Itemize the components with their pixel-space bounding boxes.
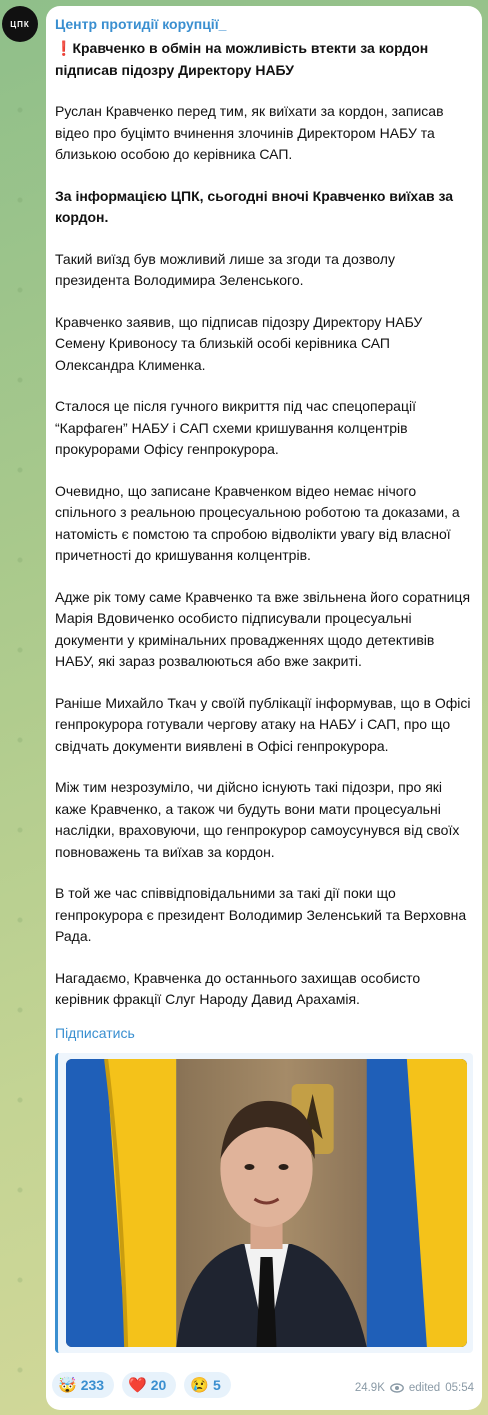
message-meta <box>355 1382 474 1394</box>
reaction-count: 233 <box>80 1377 105 1393</box>
paragraph: Нагадаємо, Кравченка до останнього захищав особисто керівник фракції Слуг Народу Давид Арахамія. <box>55 969 421 1007</box>
paragraph: За інформацією ЦПК, сьогодні вночі Кравченко виїхав за кордон. <box>55 187 454 225</box>
crying-face-icon: 😢 <box>190 1377 209 1394</box>
exclamation-icon: ❗ <box>55 40 73 56</box>
thumbnail-illustration <box>66 1059 467 1347</box>
exploding-head-icon: 🤯 <box>58 1377 77 1394</box>
edited-label: edited <box>408 1382 441 1394</box>
avatar-text: ЦПК <box>10 19 30 29</box>
video-preview-block[interactable] <box>55 1053 473 1353</box>
reaction-crying-face[interactable] <box>184 1372 230 1398</box>
paragraph: Такий виїзд був можливий лише за згоди та дозволу президента Володимира Зеленського. <box>55 250 395 288</box>
heart-icon: ❤️ <box>128 1377 147 1394</box>
headline-paragraph <box>55 38 473 81</box>
message-bubble <box>46 6 482 1410</box>
reactions-bar <box>52 1372 231 1398</box>
paragraph: Раніше Михайло Ткач у своїй публікації інформував, що в Офісі генпрокурора готували чергову атаку на НАБУ і САП, про що свідчать документи виявлені в Офісі генпрокурора. <box>55 694 471 754</box>
paragraph: Сталося це після гучного викриття під час спецоперації “Карфаген” НАБУ і САП схеми кришування колцентрів прокурорами Офісу генпрокурора. <box>55 398 416 457</box>
paragraph: Між тим незрозуміло, чи дійсно існують такі підозри, про які каже Кравченко, а також чи будуть вони мати процесуальні наслідки, враховуючи, що генпрокурор самоусунувся від своїх повноважень та виїхав за кордон. <box>55 779 460 860</box>
paragraph: Руслан Кравченко перед тим, як виїхати за кордон, записав відео про буцімто вчинення злочинів Директором НАБУ та близькою особою до керівника САП. <box>55 103 444 162</box>
reaction-exploding-head[interactable] <box>52 1372 114 1398</box>
message-time: 05:54 <box>445 1382 474 1394</box>
reaction-count: 20 <box>150 1377 167 1393</box>
subscribe-link[interactable]: Підписатись <box>55 1024 135 1041</box>
reaction-count: 5 <box>213 1377 221 1393</box>
headline: Кравченко в обмін на можливість втекти за кордон підписав підозру Директору НАБУ <box>55 40 429 78</box>
paragraph: Очевидно, що записане Кравченком відео немає нічого спільного з реальною процесуальною роботою та доказами, а натомість є помстою та спробою відволікти увагу від власної причетності до кришування колцентрів. <box>55 482 460 563</box>
paragraph: Кравченко заявив, що підписав підозру Директору НАБУ Семену Кривоносу та близькій особі керівника САП Олександра Клименка. <box>55 313 423 373</box>
paragraph: Адже рік тому саме Кравченко та вже звільнена його соратниця Марія Вдовиченко особисто підписували процесуальні документи у кримінальних провадженнях щодо детективів НАБУ, які зараз розвалюються або вже закриті. <box>55 588 471 669</box>
message-text <box>55 38 473 1011</box>
reaction-heart[interactable] <box>122 1372 176 1398</box>
view-count: 24.9K <box>354 1382 385 1394</box>
channel-name[interactable]: Центр протидії корупції_ <box>55 16 227 32</box>
paragraph: В той же час співвідповідальними за такі дії поки що генпрокурора є президент Володимир Зеленський та Верховна Рада. <box>55 885 467 944</box>
video-thumbnail[interactable] <box>66 1059 467 1347</box>
channel-avatar[interactable] <box>2 6 38 42</box>
eye-icon <box>390 1383 404 1393</box>
